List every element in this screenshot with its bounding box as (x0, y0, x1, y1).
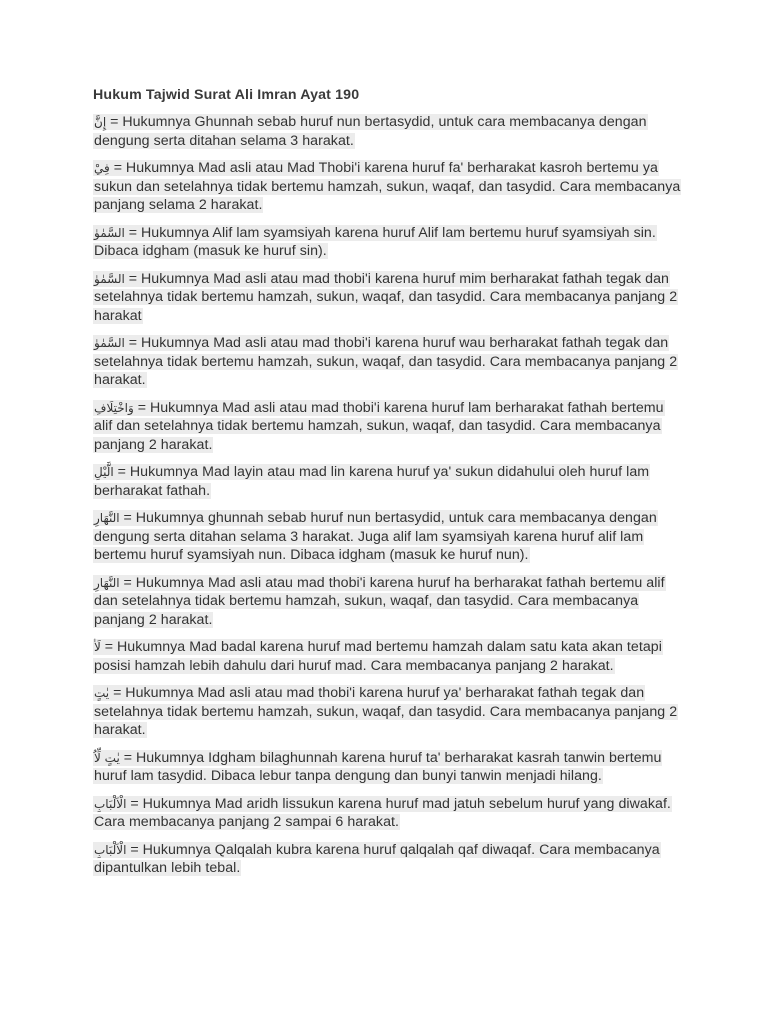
entry-highlight (93, 639, 663, 674)
entry-highlight (93, 750, 662, 785)
entry-highlight (93, 271, 678, 324)
arabic-word: فِيْ (94, 161, 110, 175)
arabic-word: يٰتٍ (94, 686, 110, 700)
tajwid-entry (93, 463, 683, 500)
arabic-word: النَّهَارِ (94, 575, 120, 590)
arabic-word: السَّمٰوٰ (94, 225, 125, 240)
entry-explanation: = Hukumnya Mad aridh lissukun karena huruf mad jatuh sebelum huruf yang diwakaf. Cara membacanya panjang 2 sampai 6 harakat. (94, 795, 671, 830)
arabic-word: الْاَلْبَابِ (94, 796, 127, 811)
entry-highlight (93, 225, 657, 260)
entry-explanation: = Hukumnya ghunnah sebab huruf nun bertasydid, untuk cara membacanya dengan dengung serta ditahan selama 3 harakat. Juga alif lam syamsiyah karena huruf alif lam bertemu huruf syamsiyah nun. Dibaca idgham (masuk ke huruf nun). (94, 510, 657, 563)
arabic-word: السَّمٰوٰ (94, 271, 125, 286)
tajwid-entry (93, 795, 683, 832)
entry-explanation: = Hukumnya Mad asli atau mad thobi'i karena huruf ya' berharakat fathah tegak dan setelahnya tidak bertemu hamzah, sukun, waqaf, dan tasydid. Cara membacanya panjang 2 harakat. (94, 685, 678, 738)
tajwid-entry (93, 684, 683, 740)
tajwid-entry (93, 749, 683, 786)
tajwid-entry (93, 574, 683, 630)
entry-highlight (93, 335, 678, 388)
arabic-word: الَّيْلِ (94, 465, 114, 479)
entry-explanation: = Hukumnya Mad badal karena huruf mad bertemu hamzah dalam satu kata akan tetapi posisi hamzah lebih dahulu dari huruf mad. Cara membacanya panjang 2 harakat. (94, 639, 662, 674)
entry-list (93, 113, 683, 878)
entry-explanation: = Hukumnya Ghunnah sebab huruf nun bertasydid, untuk cara membacanya dengan dengung serta ditahan selama 3 harakat. (94, 114, 647, 149)
entry-highlight (93, 575, 666, 628)
entry-highlight (93, 510, 658, 563)
entry-explanation: = Hukumnya Mad asli atau mad thobi'i karena huruf mim berharakat fathah tegak dan setelahnya tidak bertemu hamzah, sukun, waqaf, dan tasydid. Cara membacanya panjang 2 harakat (94, 270, 678, 324)
entry-highlight (93, 685, 678, 738)
entry-highlight (93, 842, 661, 877)
tajwid-entry (93, 399, 683, 455)
entry-explanation: = Hukumnya Mad asli atau mad thobi'i karena huruf wau berharakat fathah tegak dan setelahnya tidak bertemu hamzah, sukun, waqaf, dan tasydid. Cara membacanya panjang 2 harakat. (94, 335, 678, 388)
tajwid-entry (93, 841, 683, 878)
arabic-word: إِنَّ (94, 115, 107, 129)
entry-explanation: = Hukumnya Mad asli atau Mad Thobi'i karena huruf fa' berharakat kasroh bertemu ya sukun dan setelahnya tidak bertemu hamzah, sukun, waqaf, dan tasydid. Cara membacanya panjang selama 2 harakat. (94, 160, 681, 213)
tajwid-entry (93, 509, 683, 565)
entry-explanation: = Hukumnya Mad asli atau mad thobi'i karena huruf lam berharakat fathah bertemu alif dan setelahnya tidak bertemu hamzah, sukun, waqaf, dan tasydid. Cara membacanya panjang 2 harakat. (94, 399, 664, 453)
entry-highlight (93, 464, 650, 499)
tajwid-entry (93, 113, 683, 150)
entry-explanation: = Hukumnya Idgham bilaghunnah karena huruf ta' berharakat kasrah tanwin bertemu huruf lam tasydid. Dibaca lebur tanpa dengung dan bunyi tanwin menjadi hilang. (94, 749, 662, 784)
entry-explanation: = Hukumnya Qalqalah kubra karena huruf qalqalah qaf diwaqaf. Cara membacanya dipantulkan lebih tebal. (94, 841, 660, 876)
tajwid-entry (93, 224, 683, 261)
document-page (93, 86, 683, 887)
arabic-word: وَاخْتِلَافِ (94, 400, 134, 415)
entry-highlight (93, 796, 672, 831)
tajwid-entry (93, 270, 683, 326)
arabic-word: الْاَلْبَابِ (94, 842, 127, 857)
arabic-word: لَاٰ (94, 640, 101, 654)
arabic-word: يٰتٍ لِّاُ (94, 750, 120, 765)
entry-explanation: = Hukumnya Mad layin atau mad lin karena huruf ya' sukun didahului oleh huruf lam berharakat fathah. (94, 464, 650, 499)
tajwid-entry (93, 334, 683, 390)
entry-explanation: = Hukumnya Alif lam syamsiyah karena huruf Alif lam bertemu huruf syamsiyah sin. Dibaca idgham (masuk ke huruf sin). (94, 224, 656, 259)
entry-highlight (93, 400, 665, 453)
entry-highlight (93, 160, 681, 213)
tajwid-entry (93, 638, 683, 675)
tajwid-entry (93, 159, 683, 215)
arabic-word: السَّمٰوٰ (94, 336, 125, 350)
entry-highlight (93, 114, 648, 149)
entry-explanation: = Hukumnya Mad asli atau mad thobi'i karena huruf ha berharakat fathah bertemu alif dan setelahnya tidak bertemu hamzah, sukun, waqaf, dan tasydid. Cara membacanya panjang 2 harakat. (94, 574, 665, 628)
document-title: Hukum Tajwid Surat Ali Imran Ayat 190 (93, 87, 360, 103)
arabic-word: النَّهَارِ (94, 511, 120, 525)
